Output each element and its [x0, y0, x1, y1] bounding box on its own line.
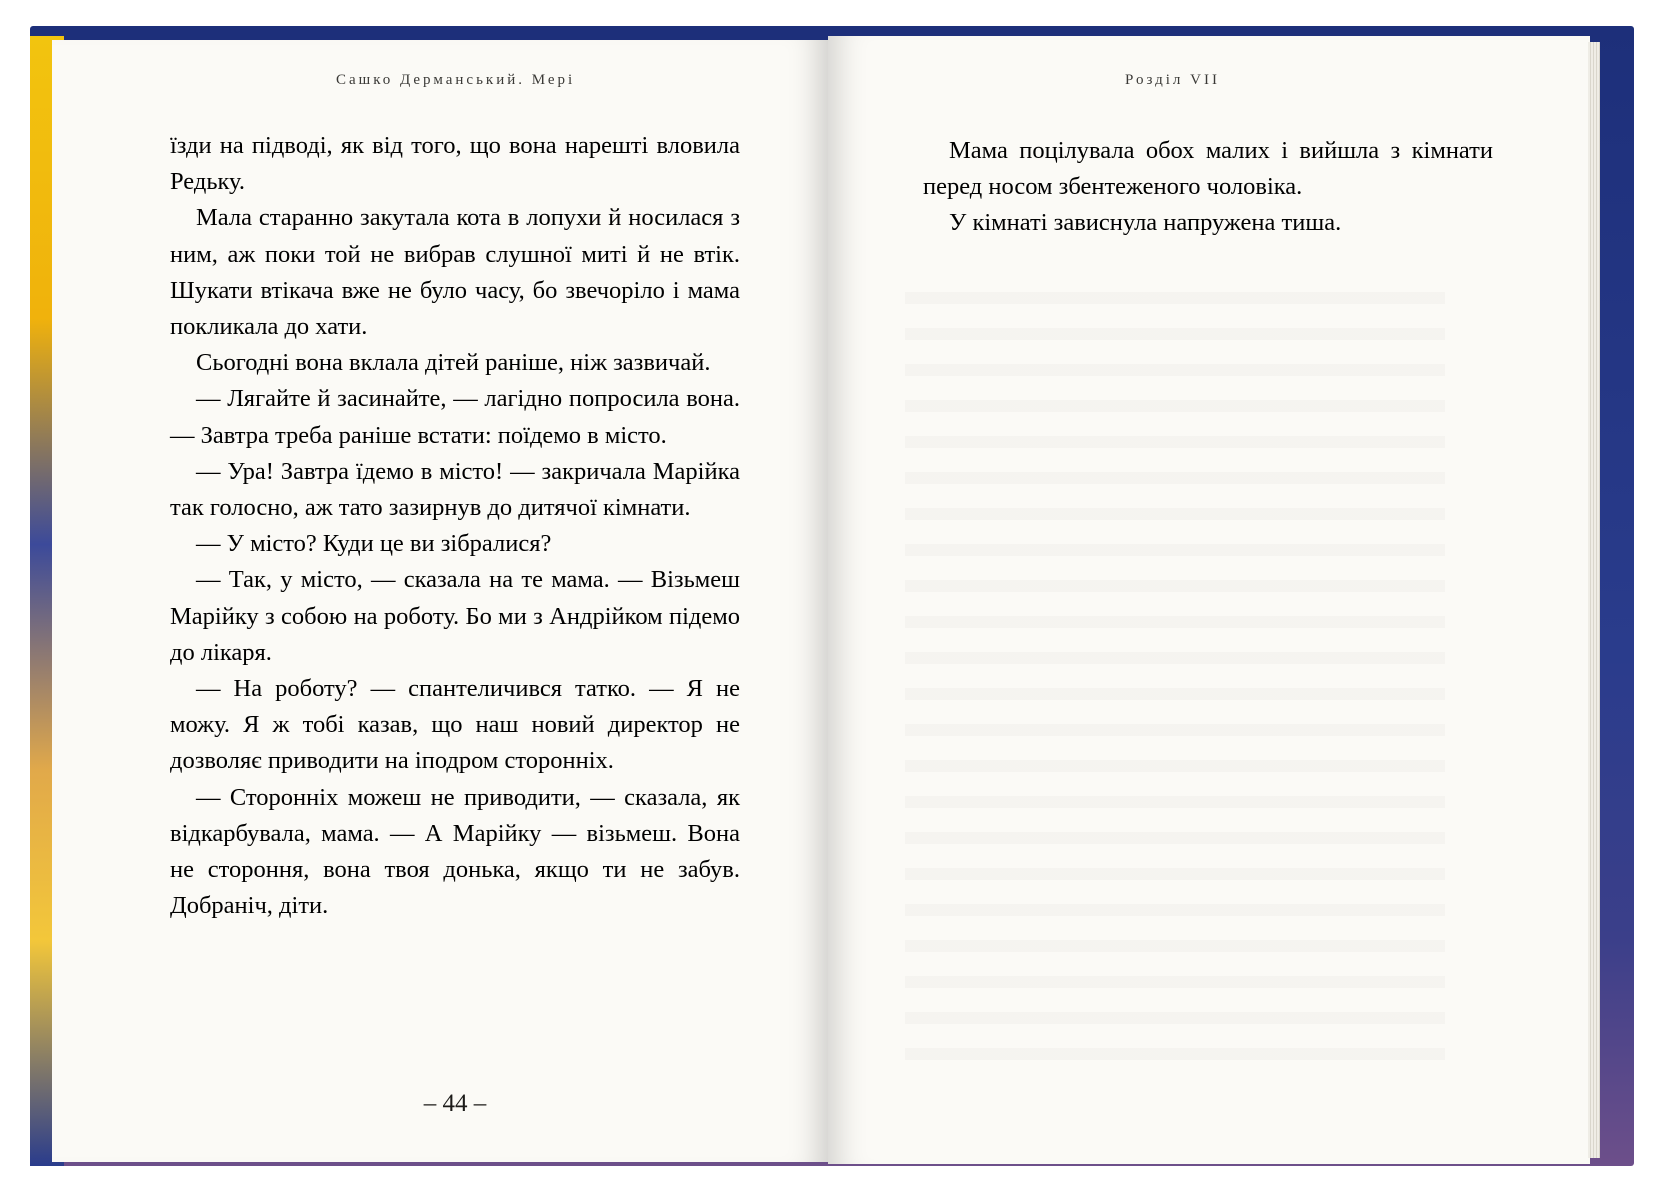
- right-page-text: [923, 133, 1493, 242]
- paragraph: — У місто? Куди це ви зібралися?: [196, 530, 552, 558]
- paragraph: — Ура! Завтра їдемо в місто! — закричала Марійка так голосно, аж тато зазирнув до дитячої кімнати.: [170, 457, 740, 522]
- left-page-text: [170, 128, 740, 924]
- paragraph: — Сторонніх можеш не приводити, — сказала, як відкарбувала, мама. — А Марійку — візьмеш. Вона не стороння, вона твоя донька, якщо ти не забув. Добраніч, діти.: [170, 783, 740, 920]
- paragraph: Мама поцілувала обох малих і вийшла з кімнати перед носом збентеженого чоловіка.: [923, 137, 1493, 201]
- running-head-right: Розділ VII: [1125, 72, 1220, 88]
- page-number: – 44 –: [423, 1090, 487, 1117]
- paragraph: Сьогодні вона вклала дітей раніше, ніж зазвичай.: [196, 349, 711, 377]
- paragraph: їзди на підводі, як від того, що вона нарешті вловила Редьку.: [170, 132, 740, 196]
- show-through-text: [905, 270, 1445, 1070]
- paragraph: — На роботу? — спантеличився татко. — Я не можу. Я ж тобі казав, що наш новий директор не дозволяє приводити на іподром сторонніх.: [170, 675, 740, 775]
- running-head-left: Сашко Дерманський. Мері: [336, 72, 576, 88]
- paragraph: — Так, у місто, — сказала на те мама. — Візьмеш Марійку з собою на роботу. Бо ми з Андрійком підемо до лікаря.: [170, 566, 740, 666]
- page-stack-edge: [1588, 42, 1600, 1158]
- paragraph: Мала старанно закутала кота в лопухи й носилася з ним, аж поки той не вибрав слушної миті й не втік. Шукати втікача вже не було часу, бо звечоріло і мама покликала до хати.: [170, 204, 740, 341]
- paragraph: У кімнаті зависнула напружена тиша.: [949, 209, 1342, 237]
- paragraph: — Лягайте й засинайте, — лагідно попросила вона. — Завтра треба раніше встати: поїдемо в місто.: [170, 385, 740, 449]
